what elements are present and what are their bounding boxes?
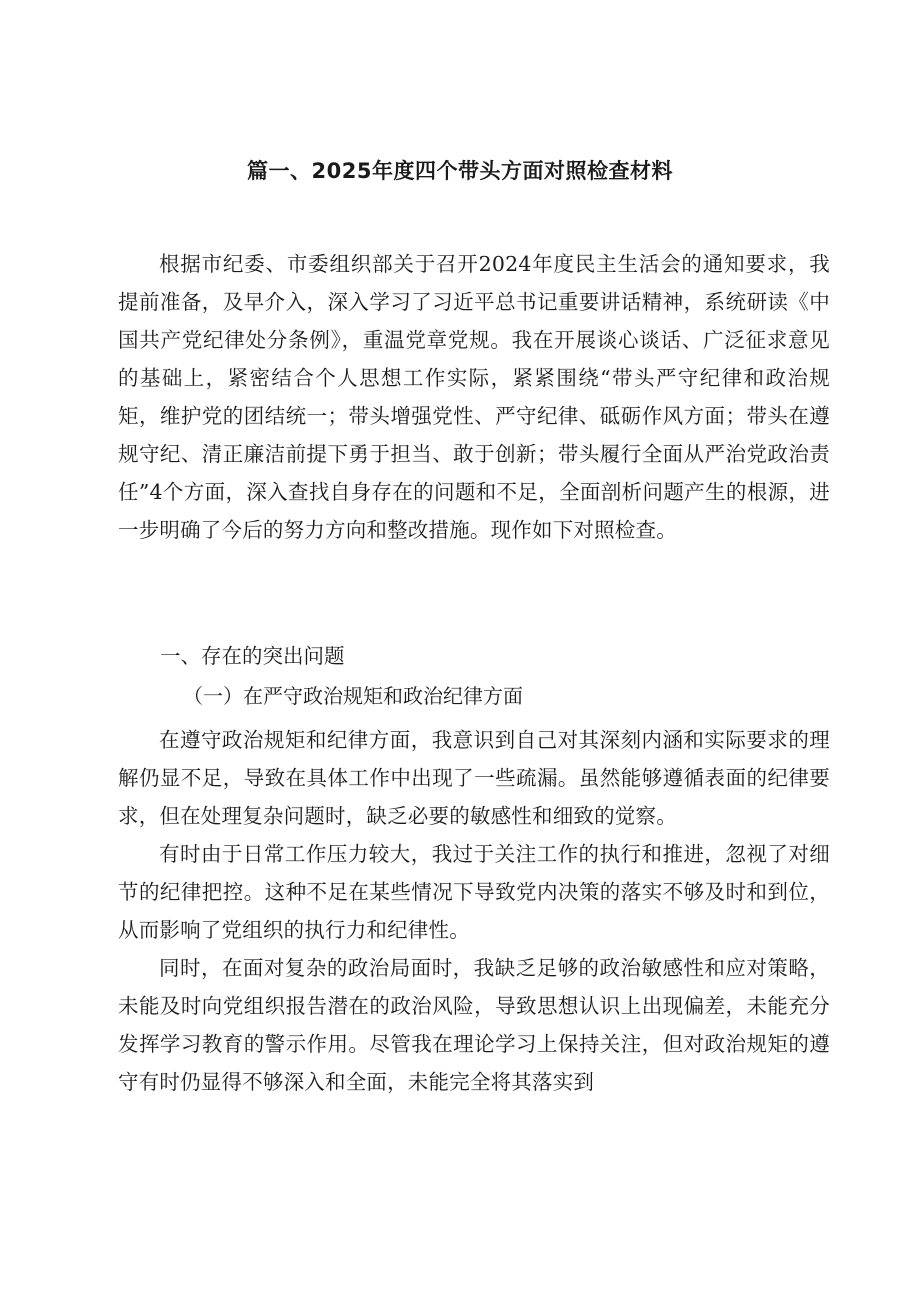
body-block — [118, 721, 830, 1101]
document-title: 篇一、2025年度四个带头方面对照检查材料 — [247, 159, 673, 183]
section-heading: 一、存在的突出问题 — [160, 644, 345, 668]
body-paragraph-3: 同时，在面对复杂的政治局面时，我缺乏足够的政治敏感性和应对策略，未能及时向党组织报告潜在的政治风险，导致思想认识上出现偏差，未能充分发挥学习教育的警示作用。尽管我在理论学习上保持关注，但对政治规矩的遵守有时仍显得不够深入和全面，未能完全将其落实到 — [118, 956, 830, 1094]
body-paragraph-2: 有时由于日常工作压力较大，我过于关注工作的执行和推进，忽视了对细节的纪律把控。这种不足在某些情况下导致党内决策的落实不够及时和到位，从而影响了党组织的执行力和纪律性。 — [118, 842, 830, 942]
subsection-heading: （一）在严守政治规矩和政治纪律方面 — [183, 684, 523, 708]
body-paragraph-1: 在遵守政治规矩和纪律方面，我意识到自己对其深刻内涵和实际要求的理解仍显不足，导致在具体工作中出现了一些疏漏。虽然能够遵循表面的纪律要求，但在处理复杂问题时，缺乏必要的敏感性和细致的觉察。 — [118, 728, 830, 828]
intro-block — [118, 245, 830, 549]
intro-paragraph: 根据市纪委、市委组织部关于召开2024年度民主生活会的通知要求，我提前准备，及早介入，深入学习了习近平总书记重要讲话精神，系统研读《中国共产党纪律处分条例》，重温党章党规。我在开展谈心谈话、广泛征求意见的基础上，紧密结合个人思想工作实际，紧紧围绕“带头严守纪律和政治规矩，维护党的团结统一；带头增强党性、严守纪律、砥砺作风方面；带头在遵规守纪、清正廉洁前提下勇于担当、敢于创新；带头履行全面从严治党政治责任”4个方面，深入查找自身存在的问题和不足，全面剖析问题产生的根源，进一步明确了今后的努力方向和整改措施。现作如下对照检查。 — [118, 252, 830, 542]
